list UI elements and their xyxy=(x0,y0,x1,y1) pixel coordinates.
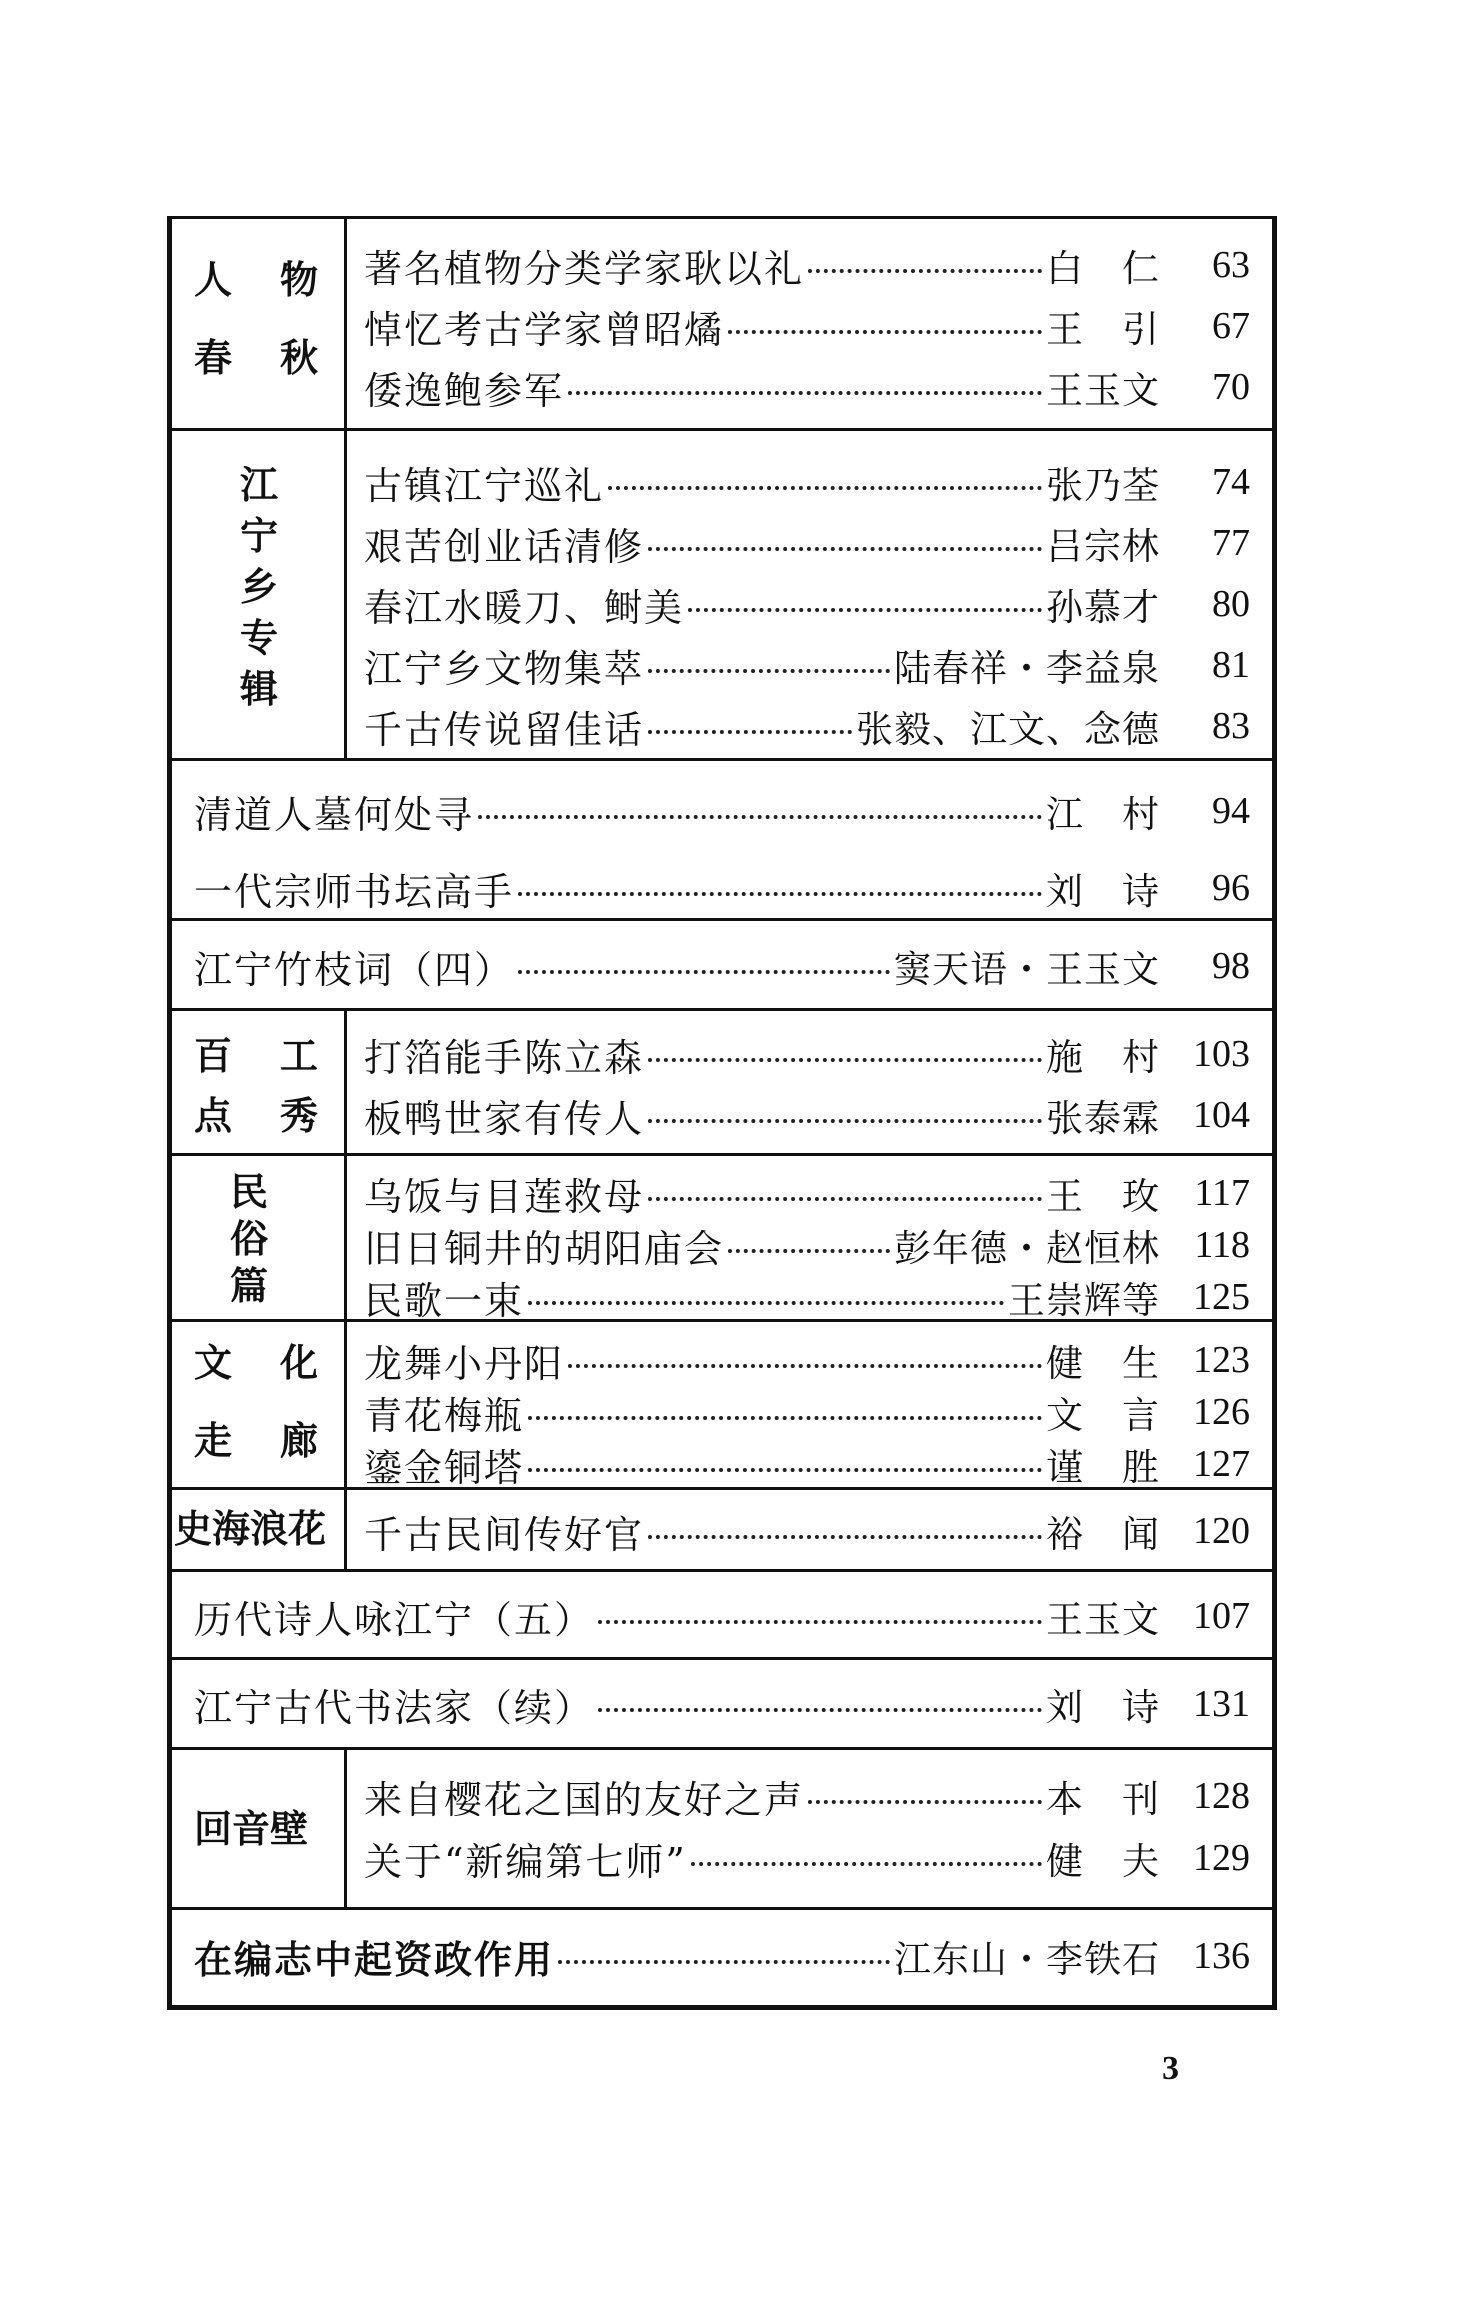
category-label: 百 工 点 秀 xyxy=(172,1011,347,1153)
category-label: 回音壁 xyxy=(172,1750,347,1907)
toc-entry[interactable]: 来自樱花之国的友好之声 本 刊 128 xyxy=(364,1775,1250,1822)
toc-section xyxy=(172,1008,1272,1153)
toc-section xyxy=(172,219,1272,428)
category-label: 江 宁 乡 专 辑 xyxy=(172,431,347,758)
toc-entry[interactable]: 民歌一束 王崇辉等 125 xyxy=(364,1276,1250,1323)
table-of-contents xyxy=(167,216,1277,2010)
toc-entry[interactable]: 艰苦创业话清修 吕宗林 77 xyxy=(364,522,1250,569)
toc-entry[interactable]: 千古民间传好官 裕 闻 120 xyxy=(364,1510,1250,1557)
toc-entry[interactable]: 在编志中起资政作用 江东山・李铁石 136 xyxy=(194,1935,1250,1982)
toc-entry[interactable]: 悼忆考古学家曾昭燏 王 引 67 xyxy=(364,305,1250,352)
toc-entry[interactable]: 倭逸鲍参军 王玉文 70 xyxy=(364,366,1250,413)
toc-entry[interactable]: 青花梅瓶 文 言 126 xyxy=(364,1391,1250,1438)
toc-entry[interactable]: 关于“新编第七师” 健 夫 129 xyxy=(364,1837,1250,1884)
toc-entry[interactable]: 古镇江宁巡礼 张乃荃 74 xyxy=(364,461,1250,508)
toc-entry[interactable]: 江宁乡文物集萃 陆春祥・李益泉 81 xyxy=(364,644,1250,691)
toc-section xyxy=(172,1907,1272,2008)
category-label: 人 物 春 秋 xyxy=(172,219,347,428)
toc-entry[interactable]: 江宁竹枝词（四） 窦天语・王玉文 98 xyxy=(194,945,1250,992)
toc-entry[interactable]: 一代宗师书坛高手 刘 诗 96 xyxy=(194,867,1250,914)
toc-section xyxy=(172,1153,1272,1323)
toc-entry[interactable]: 鎏金铜塔 谨 胜 127 xyxy=(364,1443,1250,1490)
toc-entry[interactable]: 千古传说留佳话 张毅、江文、念德 83 xyxy=(364,705,1250,752)
toc-section xyxy=(172,1319,1272,1490)
toc-entry[interactable]: 乌饭与目莲救母 王 玫 117 xyxy=(364,1172,1250,1219)
toc-section xyxy=(172,1657,1272,1747)
toc-section xyxy=(172,1487,1272,1569)
toc-section xyxy=(172,1747,1272,1907)
toc-entry[interactable]: 龙舞小丹阳 健 生 123 xyxy=(364,1339,1250,1386)
category-label: 民 俗 篇 xyxy=(172,1156,347,1319)
toc-section xyxy=(172,918,1272,1008)
toc-entry[interactable]: 打箔能手陈立森 施 村 103 xyxy=(364,1033,1250,1080)
page-number: 3 xyxy=(1162,2050,1179,2087)
toc-section xyxy=(172,428,1272,758)
toc-entry[interactable]: 旧日铜井的胡阳庙会 彭年德・赵恒林 118 xyxy=(364,1224,1250,1271)
toc-section xyxy=(172,1569,1272,1657)
category-label: 文 化 走 廊 xyxy=(172,1322,347,1487)
toc-entry[interactable]: 历代诗人咏江宁（五） 王玉文 107 xyxy=(194,1595,1250,1642)
toc-entry[interactable]: 著名植物分类学家耿以礼 白 仁 63 xyxy=(364,244,1250,291)
toc-entry[interactable]: 清道人墓何处寻 江 村 94 xyxy=(194,790,1250,837)
toc-entry[interactable]: 春江水暖刀、鲥美 孙慕才 80 xyxy=(364,583,1250,630)
toc-entry[interactable]: 板鸭世家有传人 张泰霖 104 xyxy=(364,1094,1250,1141)
category-label: 史海浪花 xyxy=(172,1490,347,1569)
toc-entry[interactable]: 江宁古代书法家（续） 刘 诗 131 xyxy=(194,1683,1250,1730)
toc-section xyxy=(172,758,1272,918)
